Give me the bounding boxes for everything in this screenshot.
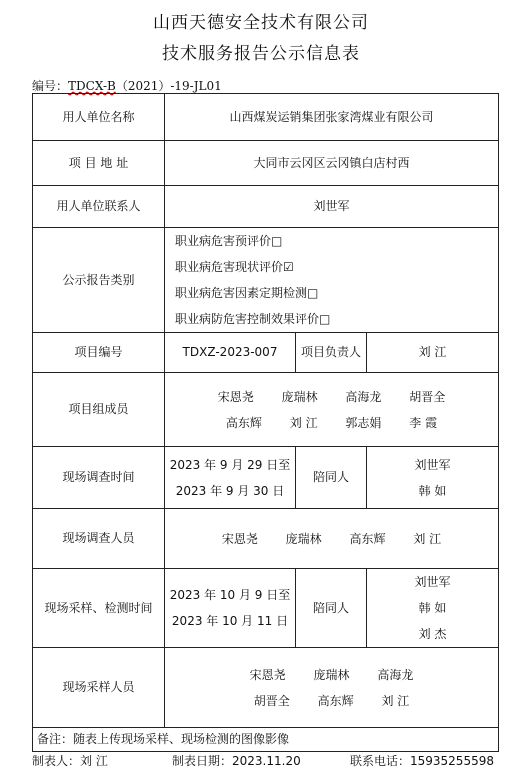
member-name: 高海龙 (345, 389, 382, 404)
report-type-label: 公示报告类别 (33, 228, 165, 333)
accompany-name: 刘 杰 (418, 627, 447, 641)
members-label: 项目组成员 (33, 373, 165, 447)
contact-label: 用人单位联系人 (33, 186, 165, 228)
survey-staff-label: 现场调查人员 (33, 509, 165, 569)
staff-name: 刘 江 (381, 693, 410, 708)
member-name: 郭志娟 (345, 415, 382, 430)
staff-name: 庞瑞林 (285, 531, 322, 546)
code-number-prefix: TDCX-B (68, 79, 116, 93)
survey-time-start: 2023 年 9 月 29 日至 (169, 457, 291, 472)
staff-name: 高东辉 (317, 693, 354, 708)
staff-name: 高海龙 (377, 667, 414, 682)
document-code (32, 77, 222, 94)
row-sampling-staff (33, 648, 499, 728)
contact-value: 刘世军 (165, 186, 499, 228)
staff-name: 宋恩尧 (221, 531, 258, 546)
footer-phone: 联系电话：15935255598 (350, 754, 494, 768)
sampling-accompany-value (367, 569, 499, 648)
footer-maker: 制表人：刘 江 (32, 754, 108, 768)
sampling-staff-label: 现场采样人员 (33, 648, 165, 728)
employer-label: 用人单位名称 (33, 94, 165, 141)
member-name: 李 霞 (409, 415, 438, 430)
project-lead-value: 刘 江 (367, 333, 499, 373)
sampling-time-label: 现场采样、检测时间 (33, 569, 165, 648)
row-address (33, 141, 499, 186)
member-name: 庞瑞林 (281, 389, 318, 404)
address-value: 大同市云冈区云冈镇白店村西 (165, 141, 499, 186)
company-title: 山西天德安全技术有限公司 (153, 13, 369, 33)
sampling-staff-row-1 (165, 662, 498, 688)
report-type-periodic-test: 职业病危害因素定期检测□ (175, 286, 319, 300)
survey-staff-list (165, 509, 499, 569)
sampling-time-start: 2023 年 10 月 9 日至 (169, 588, 291, 602)
remark: 备注：随表上传现场采样、现场检测的图像影像 (33, 728, 499, 752)
report-type-status-eval: 职业病危害现状评价☑ (175, 260, 294, 274)
footer-date: 制表日期：2023.11.20 (172, 754, 301, 768)
row-report-type (33, 228, 499, 333)
project-no-label: 项目编号 (33, 333, 165, 373)
sampling-time-value (165, 569, 296, 648)
accompany-name: 刘世军 (414, 575, 451, 589)
member-name: 高东辉 (225, 415, 262, 430)
sampling-staff-list (165, 648, 499, 728)
staff-name: 庞瑞林 (313, 667, 350, 682)
survey-time-label: 现场调查时间 (33, 447, 165, 509)
staff-name: 高东辉 (349, 531, 386, 546)
survey-staff-row (165, 526, 498, 552)
sampling-staff-row-2 (165, 688, 498, 714)
staff-name: 宋恩尧 (249, 667, 286, 682)
staff-name: 刘 江 (413, 531, 442, 546)
address-label: 项 目 地 址 (33, 141, 165, 186)
survey-time-end: 2023 年 9 月 30 日 (175, 483, 285, 498)
row-contact (33, 186, 499, 228)
survey-accompany-value (367, 447, 499, 509)
survey-accompany-label: 陪同人 (296, 447, 367, 509)
sampling-time-end: 2023 年 10 月 11 日 (171, 614, 289, 628)
member-name: 胡晋全 (409, 389, 446, 404)
row-survey-time (33, 447, 499, 509)
row-remark (33, 728, 499, 752)
project-no-value: TDXZ-2023-007 (165, 333, 296, 373)
sampling-accompany-label: 陪同人 (296, 569, 367, 648)
row-members (33, 373, 499, 447)
project-lead-label: 项目负责人 (296, 333, 367, 373)
member-name: 刘 江 (289, 415, 318, 430)
row-project-no (33, 333, 499, 373)
accompany-name: 刘世军 (414, 457, 451, 472)
members-row-1 (165, 384, 498, 410)
row-sampling-time (33, 569, 499, 648)
staff-name: 胡晋全 (253, 693, 290, 708)
row-employer (33, 94, 499, 141)
report-type-pre-eval: 职业病危害预评价□ (175, 234, 283, 248)
row-survey-staff (33, 509, 499, 569)
member-name: 宋恩尧 (217, 389, 254, 404)
report-type-list (165, 228, 499, 333)
members-row-2 (165, 410, 498, 436)
document-title: 技术服务报告公示信息表 (162, 44, 360, 64)
accompany-name: 韩 如 (418, 601, 447, 615)
code-number-suffix: （2021）-19-JL01 (115, 79, 222, 93)
code-label: 编号： (32, 79, 69, 93)
accompany-name: 韩 如 (418, 483, 447, 498)
employer-value: 山西煤炭运销集团张家湾煤业有限公司 (165, 94, 499, 141)
report-type-control-eval: 职业病防危害控制效果评价□ (175, 312, 331, 326)
members-list (165, 373, 499, 447)
survey-time-value (165, 447, 296, 509)
info-table (32, 93, 499, 752)
